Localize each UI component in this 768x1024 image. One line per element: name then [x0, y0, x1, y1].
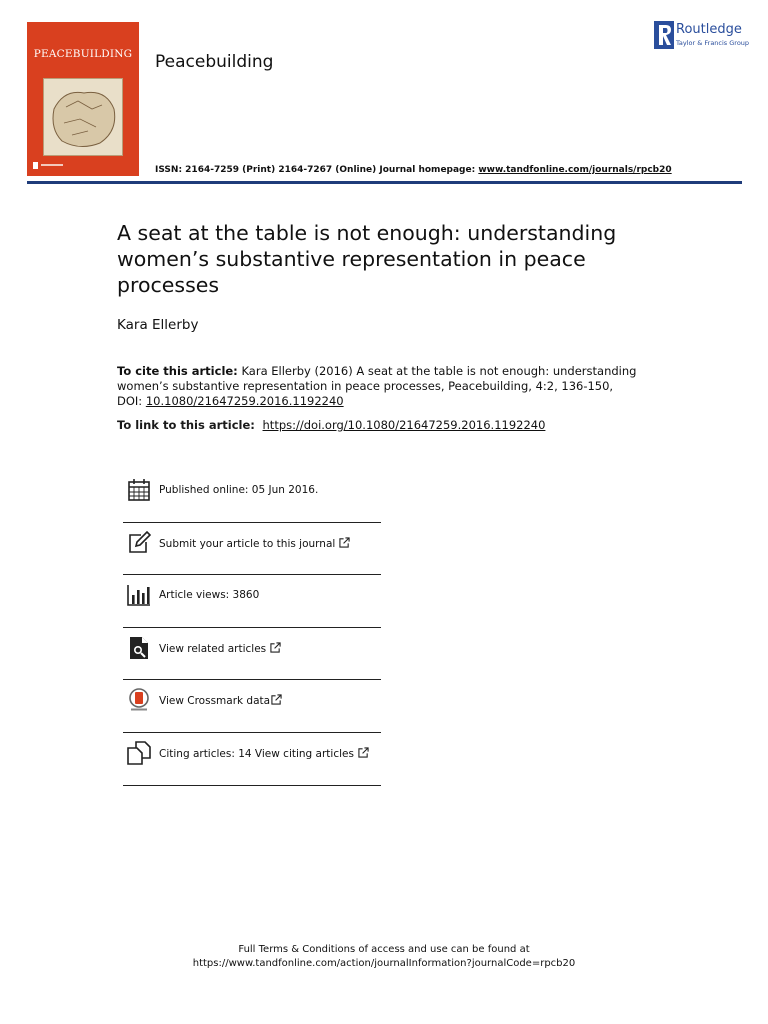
crossmark-link[interactable]	[159, 694, 282, 707]
header-rule	[27, 181, 742, 184]
crossmark-label: View Crossmark data	[159, 695, 271, 708]
search-document-icon	[127, 636, 151, 660]
link-line	[117, 418, 545, 432]
meta-views	[123, 575, 381, 628]
cover-title: PEACEBUILDING	[33, 48, 133, 60]
cover-map-image	[43, 78, 123, 156]
footer-terms: Full Terms & Conditions of access and use can be found at	[238, 944, 530, 955]
meta-crossmark[interactable]	[123, 680, 381, 733]
journal-cover	[27, 22, 139, 176]
article-meta-list	[123, 470, 381, 786]
footer	[0, 943, 768, 971]
external-link-icon	[270, 642, 281, 653]
routledge-r-icon	[654, 21, 674, 49]
related-articles-label: View related articles	[159, 642, 267, 655]
doi-link[interactable]: 10.1080/21647259.2016.1192240	[145, 394, 344, 408]
meta-submit[interactable]	[123, 523, 381, 576]
related-articles-link[interactable]	[159, 642, 281, 655]
edit-icon	[127, 531, 151, 555]
article-views: Article views: 3860	[159, 589, 260, 602]
bar-chart-icon	[127, 583, 151, 607]
citation-block	[117, 364, 637, 409]
crossmark-icon	[127, 688, 151, 712]
issn-text: ISSN: 2164-7259 (Print) 2164-7267 (Online) Journal homepage:	[155, 165, 479, 175]
author-name: Kara Ellerby	[117, 317, 199, 333]
external-link-icon	[339, 537, 350, 548]
meta-citing[interactable]	[123, 733, 381, 786]
citing-articles-link[interactable]	[159, 747, 369, 760]
issn-line	[155, 165, 672, 175]
link-label: To link to this article:	[117, 418, 259, 432]
publisher-name: Routledge	[676, 22, 742, 37]
citing-icon	[127, 741, 151, 765]
cover-publisher-mark	[33, 160, 133, 170]
citing-articles-label: Citing articles: 14 View citing articles	[159, 747, 354, 760]
submit-article-link[interactable]	[159, 537, 350, 550]
external-link-icon	[358, 747, 369, 758]
meta-related[interactable]	[123, 628, 381, 681]
journal-name: Peacebuilding	[155, 52, 274, 72]
published-date: Published online: 05 Jun 2016.	[159, 484, 319, 496]
footer-terms-url[interactable]: https://www.tandfonline.com/action/journalInformation?journalCode=rpcb20	[192, 958, 576, 969]
publisher-subtitle: Taylor & Francis Group	[676, 39, 750, 47]
calendar-icon	[127, 478, 151, 502]
routledge-logo	[652, 20, 752, 50]
article-title: A seat at the table is not enough: understanding women’s substantive representation in peace processes	[117, 220, 617, 297]
external-link-icon	[271, 694, 282, 705]
cite-label: To cite this article:	[117, 364, 238, 378]
journal-homepage-link[interactable]: www.tandfonline.com/journals/rpcb20	[478, 165, 672, 175]
cite-text: Kara Ellerby (2016) A seat at the table is not enough: understanding women’s substantive representation in peace processes, Peacebuilding, 4:2, 136-150, DOI:	[117, 364, 637, 408]
meta-published	[123, 470, 381, 523]
article-url-link[interactable]: https://doi.org/10.1080/21647259.2016.1192240	[262, 418, 546, 432]
submit-article-label: Submit your article to this journal	[159, 537, 336, 550]
